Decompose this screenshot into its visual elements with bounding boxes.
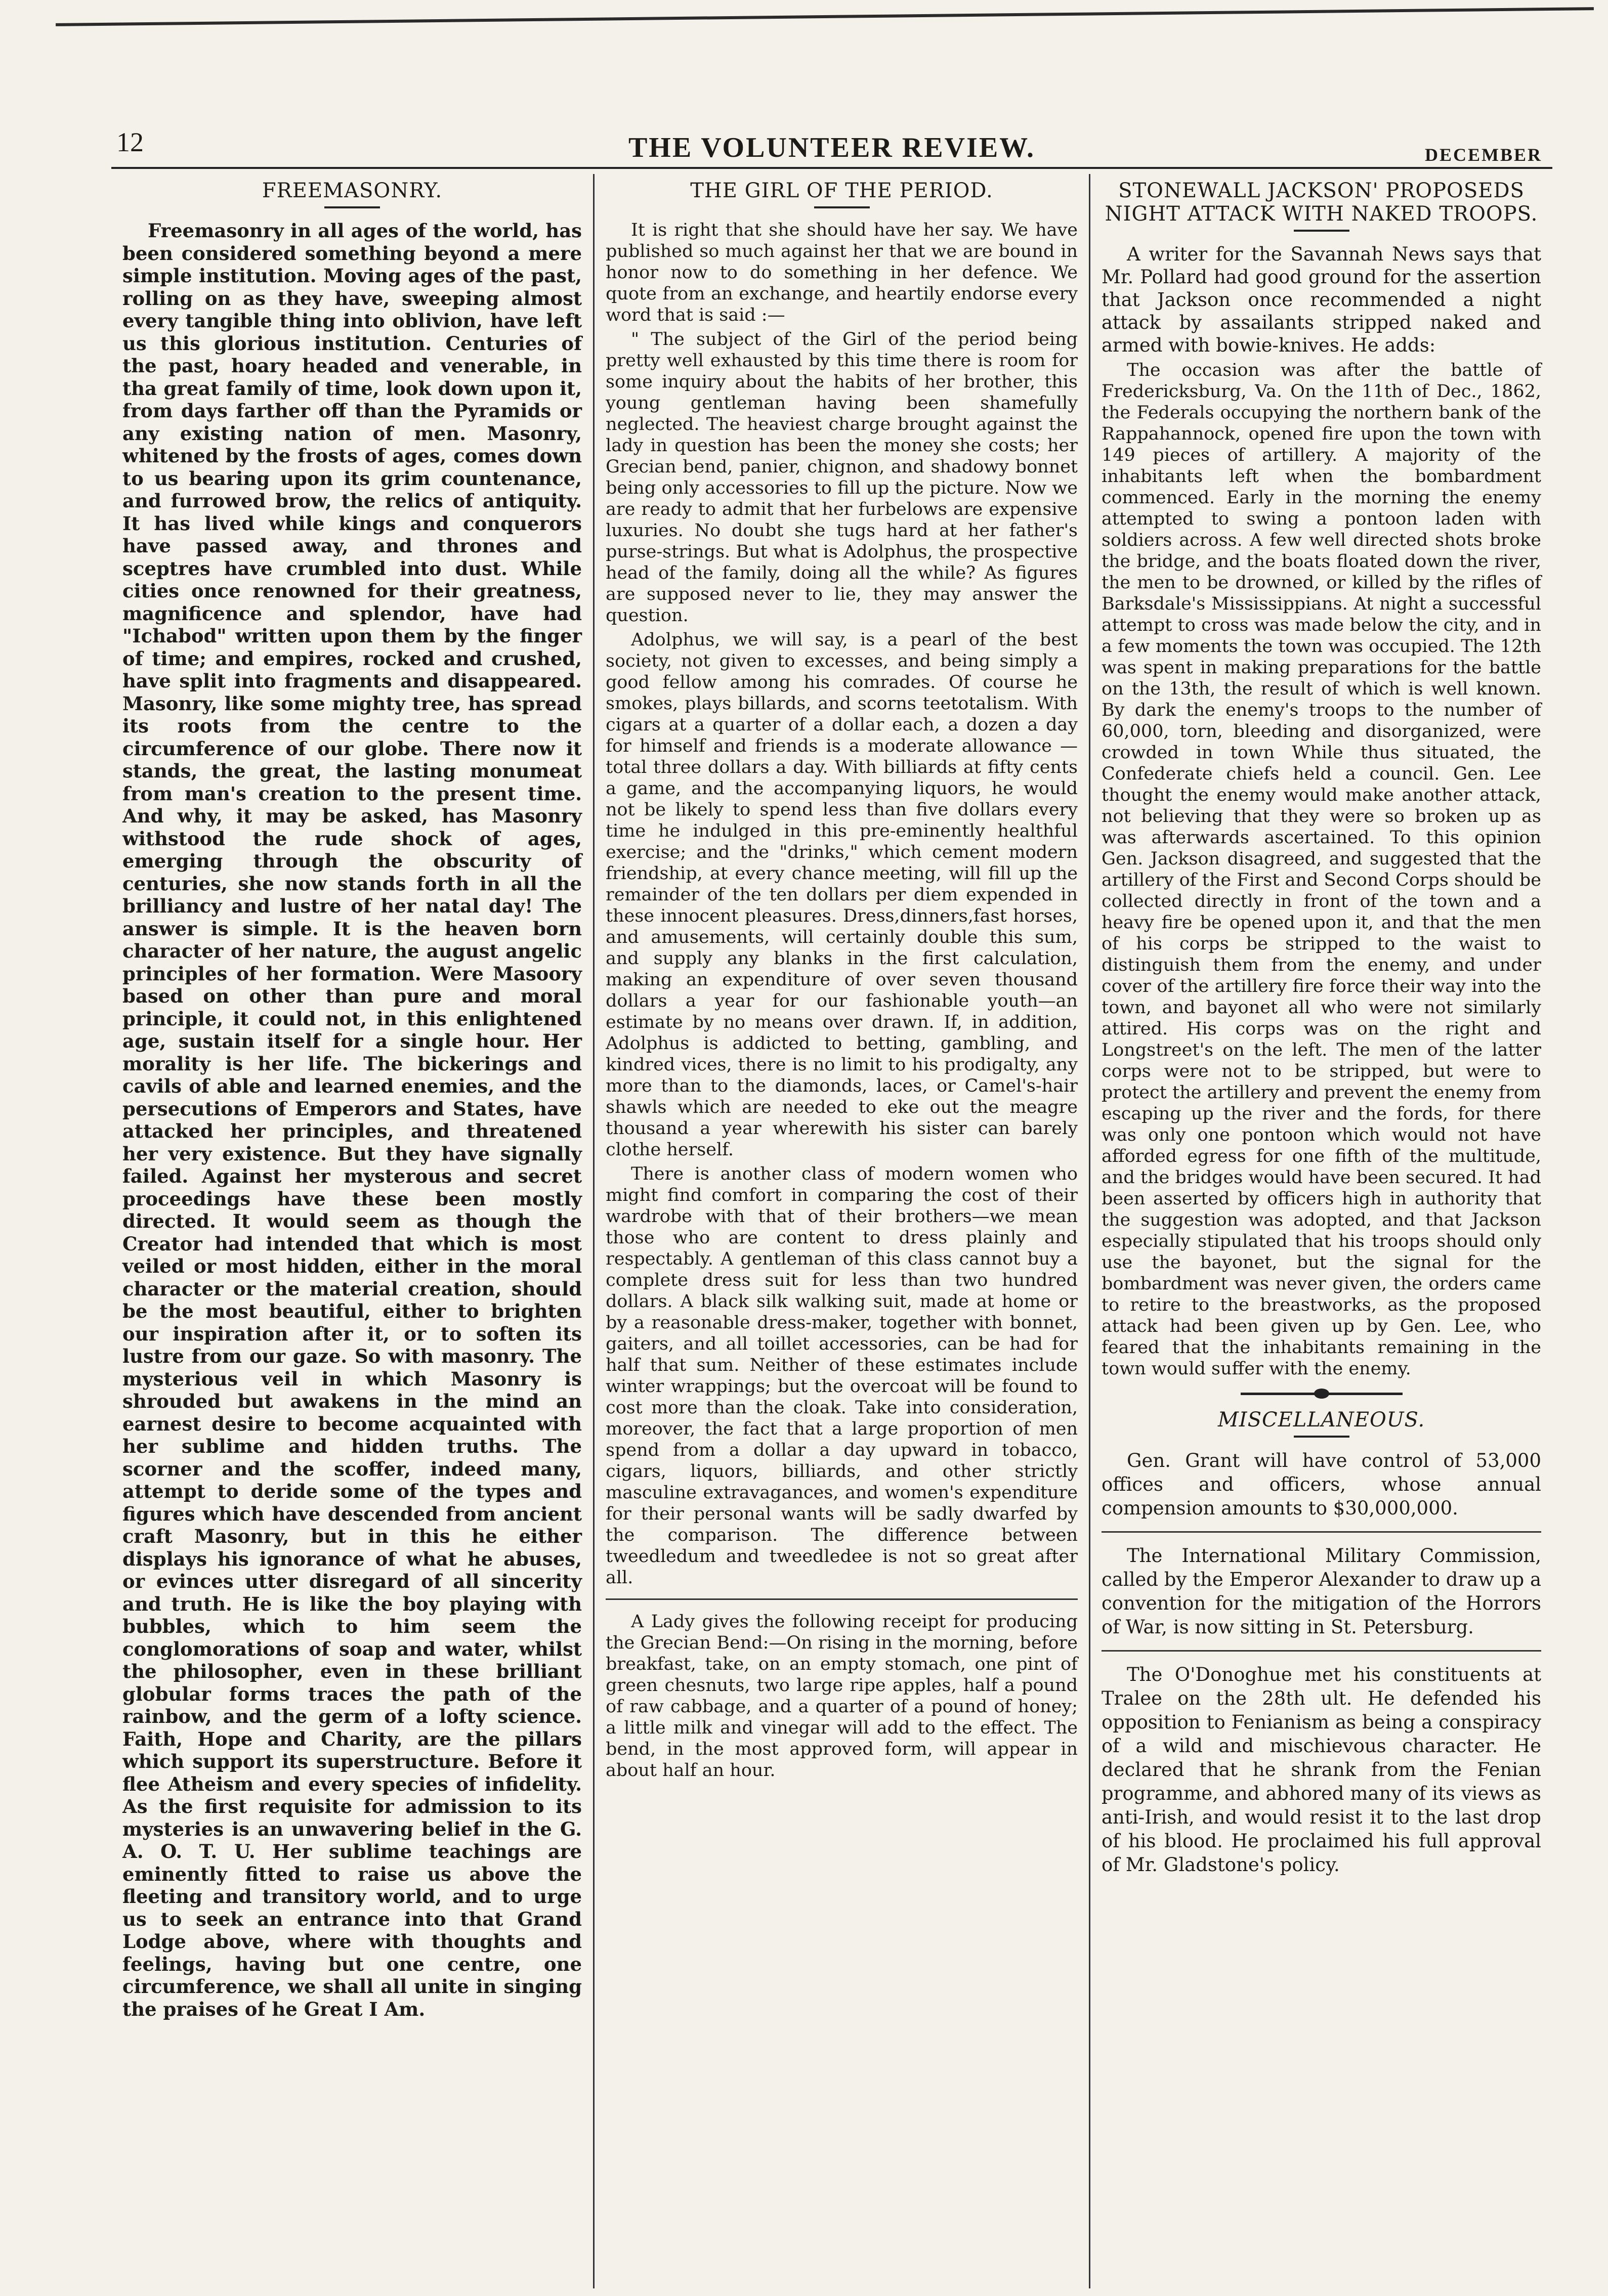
freemasonry-body: Freemasonry in all ages of the world, has been considered something beyond a mere simple institution. Moving ages of the past, rolling on as they have, sweeping almost every tangible thing into oblivion, have left us this glorious institution. Centuries of the past, hoary headed and venerable, in tha great family of time, look down upon it, from days farther off than the Pyramids or any existing nation of men. Masonry, whitened by the frosts of ages, comes down to us bearing upon its grim countenance, and furrowed brow, the relics of antiquity. It has lived while kings and conquerors have passed away, and thrones and sceptres have crumbled into dust. While cities once renowned for their greatness, magnificence and splendor, have had "Ichabod" written upon them by the finger of time; and empires, rocked and crushed, have split into fragments and disappeared. Masonry, like some mighty tree, has spread its roots from the centre to the circumference of our globe. There now it stands, the great, the lasting monumeat from man's creation to the present time. And why, it may be asked, has Masonry withstood the rude shock of ages, emerging through the obscurity of centuries, she now stands forth in all the brilliancy and lustre of her natal day! The answer is simple. It is the heaven born character of her nature, the august angelic principles of her formation. Were Masoory based on other than pure and moral principle, it could not, in this enlightened age, sustain itself for a single hour. Her morality is her life. The bickerings and cavils of able and learned enemies, and the persecutions of Emperors and States, have attacked her principles, and threatened her very existence. But they have signally failed. Against her mysterous and secret proceedings have these been mostly directed. It would seem as though the Creator had intended that which is most veiled or most hidden, either in the moral character or the material creation, should be the most beautiful, either to brighten our inspiration after it, or to soften its lustre from our gaze. So with masonry. The mysterious veil in which Masonry is shrouded but awakens in the mind an earnest desire to become acquainted with her sublime and hidden truths. The scorner and the scoffer, indeed many, attempt to deride some of the types and figures which have descended from ancient craft Masonry, but in this he either displays his ignorance of what he abuses, or evinces utter disregard of all sincerity and truth. He is like the boy playing with bubbles, which to him seem the conglomorations of soap and water, whilst the philosopher, even in these brilliant globular forms traces the path of the rainbow, and the germ of a lofty science. Faith, Hope and Charity, are the pillars which support its superstructure. Before it flee Atheism and every species of infidelity. As the first requisite for admission to its mysteries is an unwavering belief in the G. A. O. T. U. Her sublime teachings are eminently fitted to raise us above the fleeting and transitory world, and to urge us to seek an entrance into that Grand Lodge above, where with thoughts and feelings, having but one centre, one circumference, we shall all unite in singing the praises of he Great I Am.	[122, 220, 582, 2020]
publication-title: THE VOLUNTEER REVIEW.	[628, 132, 1036, 163]
item-divider	[1102, 1650, 1541, 1652]
title-rule	[814, 206, 870, 208]
title-rule	[1294, 1436, 1349, 1438]
running-header	[111, 121, 1552, 169]
misc-item-3: The O'Donoghue met his constituents at Tralee on the 28th ult. He defended his opposition to Fenianism as being a conspiracy of a wild and mischievous character. He declared that he shrank from the Fenian programme, and abhored many of its views as anti-Irish, and would resist it to the last drop of his blood. He proclaimed his full approval of Mr. Gladstone's policy.	[1102, 1664, 1541, 1876]
stonewall-title: STONEWALL JACKSON' PROPOSEDS NIGHT ATTACK WITH NAKED TROOPS.	[1105, 179, 1538, 226]
page-number: 12	[116, 127, 144, 157]
section-divider	[606, 1598, 1078, 1600]
stonewall-body: The occasion was after the battle of Fredericksburg, Va. On the 11th of Dec., 1862, the Federals occupying the northern bank of the Rappahannock, opened fire upon the town with 149 pieces of artillery. A majority of the inhabitants left when the bombardment commenced. Early in the morning the enemy attempted to swing a pontoon laden with soldiers across. A few well directed shots broke the bridge, and the boats floated down the river, the men to be drowned, or killed by the rifles of Barksdale's Mississippians. At night a successful attempt to cross was made below the city, and in a few moments the town was occupied. The 12th was spent in making preparations for the battle on the 13th, the result of which is well known. By dark the enemy's troops to the number of 60,000, torn, bleeding and disorganized, were crowded in town While thus situated, the Confederate chiefs held a council. Gen. Lee thought the enemy would make another attack, not believing that they were so broken up as was afterwards ascertained. To this opinion Gen. Jackson disagreed, and suggested that the artillery of the First and Second Corps should be collected directly in front of the town and a heavy fire be opened upon it, and that the men of his corps be stripped to the waist to distinguish them from the enemy, and under cover of the artillery fire force their way into the town, and bayonet all who were not similarly attired. His corps was on the right and Longstreet's on the left. The men of the latter corps were not to be stripped, but were to protect the artillery and prevent the enemy from escaping up the river and the fords, for there was only one pontoon which would not have afforded egress for one fifth of the multitude, and the bridges would have been secured. It had been asserted by officers high in authority that the suggestion was adopted, and that Jackson especially stipulated that his troops should only use the bayonet, but the signal for the bombardment was never given, the orders came to retire to the breastworks, as the proposed attack had been given up by Gen. Lee, who feared that the inhabitants remaining in the town would suffer with the enemy.	[1102, 360, 1541, 1379]
title-rule	[324, 206, 380, 208]
ornamental-divider	[1241, 1393, 1403, 1395]
stonewall-lead: A writer for the Savannah News says that Mr. Pollard had good ground for the assertion that Jackson once recommended a night attack by assailants stripped naked and armed with bowie-knives. He adds:	[1102, 243, 1541, 356]
girl-paragraph-2: " The subject of the Girl of the period being pretty well exhausted by this time there is room for some inquiry about the habits of her brother, this young gentleman having been shamefully neglected. The heaviest charge brought against the lady in question has been the money she costs; her Grecian bend, panier, chignon, and shadowy bonnet being only accessories to fill up the picture. Now we are ready to admit that her furbelows are expensive luxuries. No doubt she tugs hard at her father's purse-strings. But what is Adolphus, the prospective head of the family, doing all the while? As figures are supposed never to lie, they may answer the question.	[606, 329, 1078, 626]
column-2	[595, 174, 1090, 2288]
misc-item-1: Gen. Grant will have control of 53,000 offices and officers, whose annual compension amounts to $30,000,000.	[1102, 1450, 1541, 1519]
item-divider	[1102, 1531, 1541, 1533]
title-rule	[1294, 230, 1349, 232]
column-3	[1090, 174, 1552, 2288]
girl-paragraph-1: It is right that she should have her say. We have published so much against her that we are bound in honor now to do something in her defence. We quote from an exchange, and heartily endorse every word that is said :—	[606, 220, 1078, 325]
grecian-bend-receipt: A Lady gives the following receipt for producing the Grecian Bend:—On rising in the morning, before breakfast, take, on an empty stomach, one pint of green chesnuts, two large ripe apples, half a pound of raw cabbage, and a quarter of a pound of honey; a little milk and vinegar will add to the effect. The bend, in the most approved form, will appear in about half an hour.	[606, 1612, 1078, 1781]
girl-paragraph-4: There is another class of modern women who might find comfort in comparing the cost of their wardrobe with that of their brothers—we mean those who are content to dress plainly and respectably. A gentleman of this class cannot buy a complete dress suit for less than two hundred dollars. A black silk walking suit, made at home or by a reasonable dress-maker, together with bonnet, gaiters, and all toillet accessories, can be had for half that sum. Neither of these estimates include winter wrappings; but the overcoat will be found to cost more than the cloak. Take into consideration, moreover, the fact that a large proportion of men spend from a dollar a day upward in tobacco, cigars, liquors, billiards, and other strictly masculine extravagances, and women's expenditure for their personal wants will be sadly dwarfed by the comparison. The difference between tweedledum and tweedledee is not so great after all.	[606, 1164, 1078, 1588]
article-columns	[111, 174, 1552, 2288]
column-1	[111, 174, 595, 2288]
freemasonry-title: FREEMASONRY.	[262, 179, 443, 202]
miscellaneous-title: MISCELLANEOUS.	[1217, 1408, 1425, 1432]
misc-item-2: The International Military Commission, called by the Emperor Alexander to draw up a convention for the mitigation of the Horrors of War, is now sitting in St. Petersburg.	[1102, 1545, 1541, 1638]
issue-month: DECEMBER	[1424, 145, 1542, 165]
girl-of-period-title: THE GIRL OF THE PERIOD.	[690, 179, 993, 202]
girl-paragraph-3: Adolphus, we will say, is a pearl of the best society, not given to excesses, and being simply a good fellow among his comrades. Of course he smokes, plays billards, and scorns teetotalism. With cigars at a quarter of a dollar each, a dozen a day for himself and friends is a moderate allowance —total three dollars a day. With billiards at fifty cents a game, and the accompanying liquors, he would not be likely to spend less than five dollars every time he indulged in this pre-eminently healthful exercise; and the "drinks," which cement modern friendship, at every chance meeting, will fill up the remainder of the ten dollars per diem expended in these innocent pleasures. Dress,dinners,fast horses, and amusements, will certainly double this sum, and supply any blanks in the first calculation, making an expenditure of over seven thousand dollars a year for our fashionable youth—an estimate by no means over drawn. If, in addition, Adolphus is addicted to betting, gambling, and kindred vices, there is no limit to his prodigalty, any more than to the diamonds, laces, or Camel's-hair shawls which are needed to eke out the meagre thousand a year wherewith his sister can barely clothe herself.	[606, 630, 1078, 1160]
